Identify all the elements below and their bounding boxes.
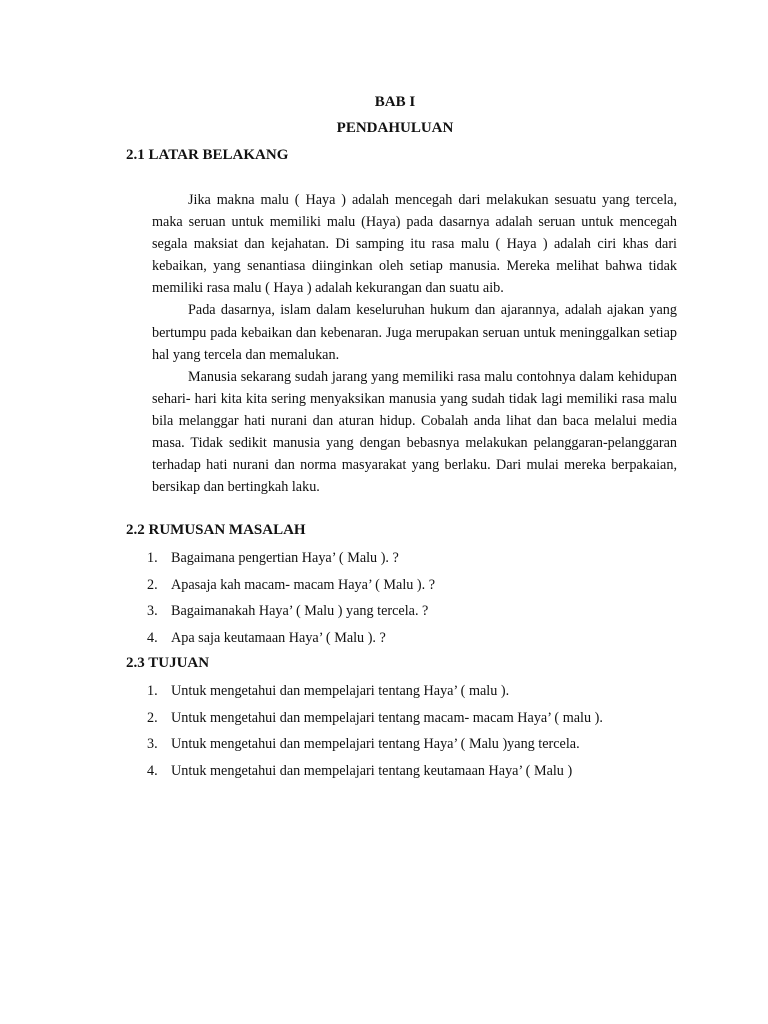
latar-belakang-body — [152, 189, 677, 498]
list-item — [147, 572, 435, 599]
section-heading-latar-belakang: 2.1 LATAR BELAKANG — [126, 147, 289, 163]
list-item-text: Bagaimana pengertian Haya’ ( Malu ). ? — [171, 550, 399, 566]
list-number: 2. — [147, 709, 158, 726]
list-item-text: Untuk mengetahui dan mempelajari tentang keutamaan Haya’ ( Malu ) — [171, 762, 573, 779]
list-item — [147, 758, 603, 785]
section-heading-rumusan-masalah: 2.2 RUMUSAN MASALAH — [126, 522, 306, 538]
list-number: 4. — [147, 629, 158, 646]
list-item — [147, 545, 435, 572]
list-number: 3. — [147, 736, 158, 752]
list-item-text: Apasaja kah macam- macam Haya’ ( Malu ). ? — [171, 576, 436, 593]
chapter-subtitle: PENDAHULUAN — [336, 120, 454, 136]
list-item-text: Untuk mengetahui dan mempelajari tentang macam- macam Haya’ ( malu ). — [171, 709, 603, 726]
list-item — [147, 705, 603, 732]
rumusan-masalah-list — [147, 545, 435, 651]
tujuan-list — [147, 678, 603, 784]
list-number: 3. — [147, 603, 158, 619]
list-item — [147, 678, 603, 705]
chapter-title: BAB I — [374, 94, 416, 110]
list-number: 4. — [147, 762, 158, 779]
paragraph: Pada dasarnya, islam dalam keseluruhan hukum dan ajarannya, adalah ajakan yang bertumpu pada kebaikan dan kebenaran. Juga merupakan seruan untuk meninggalkan setiap hal yang tercela dan memalukan. — [152, 302, 677, 363]
list-item-text: Untuk mengetahui dan mempelajari tentang Haya’ ( Malu )yang tercela. — [171, 736, 580, 752]
list-item — [147, 731, 603, 758]
list-number: 1. — [147, 683, 158, 699]
list-item — [147, 625, 435, 652]
paragraph: Jika makna malu ( Haya ) adalah mencegah dari melakukan sesuatu yang tercela, maka seruan untuk memiliki malu (Haya) pada dasarnya adalah seruan untuk mencegah segala maksiat dan kejahatan. Di samping itu rasa malu ( Haya ) adalah ciri khas dari kebaikan, yang senantiasa diinginkan oleh setiap manusia. Mereka melihat bahwa tidak memiliki rasa malu ( Haya ) adalah kekurangan dan suatu aib. — [152, 192, 677, 297]
section-heading-tujuan: 2.3 TUJUAN — [126, 655, 210, 671]
list-number: 1. — [147, 550, 158, 566]
list-item-text: Bagaimanakah Haya’ ( Malu ) yang tercela. ? — [171, 603, 429, 619]
list-number: 2. — [147, 576, 158, 593]
list-item-text: Untuk mengetahui dan mempelajari tentang Haya’ ( malu ). — [171, 683, 510, 699]
list-item — [147, 598, 435, 625]
list-item-text: Apa saja keutamaan Haya’ ( Malu ). ? — [171, 629, 386, 646]
paragraph: Manusia sekarang sudah jarang yang memiliki rasa malu contohnya dalam kehidupan sehari- hari kita kita sering menyaksikan manusia yang sudah tidak lagi memiliki rasa malu bila melanggar hati nurani dan aturan hidup. Cobalah anda lihat dan baca melalui media masa. Tidak sedikit manusia yang dengan bebasnya melakukan pelanggaran-pelanggaran terhadap hati nurani dan norma masyarakat yang berlaku. Dari mulai mereka berpakaian, bersikap dan bertingkah laku. — [152, 368, 677, 496]
